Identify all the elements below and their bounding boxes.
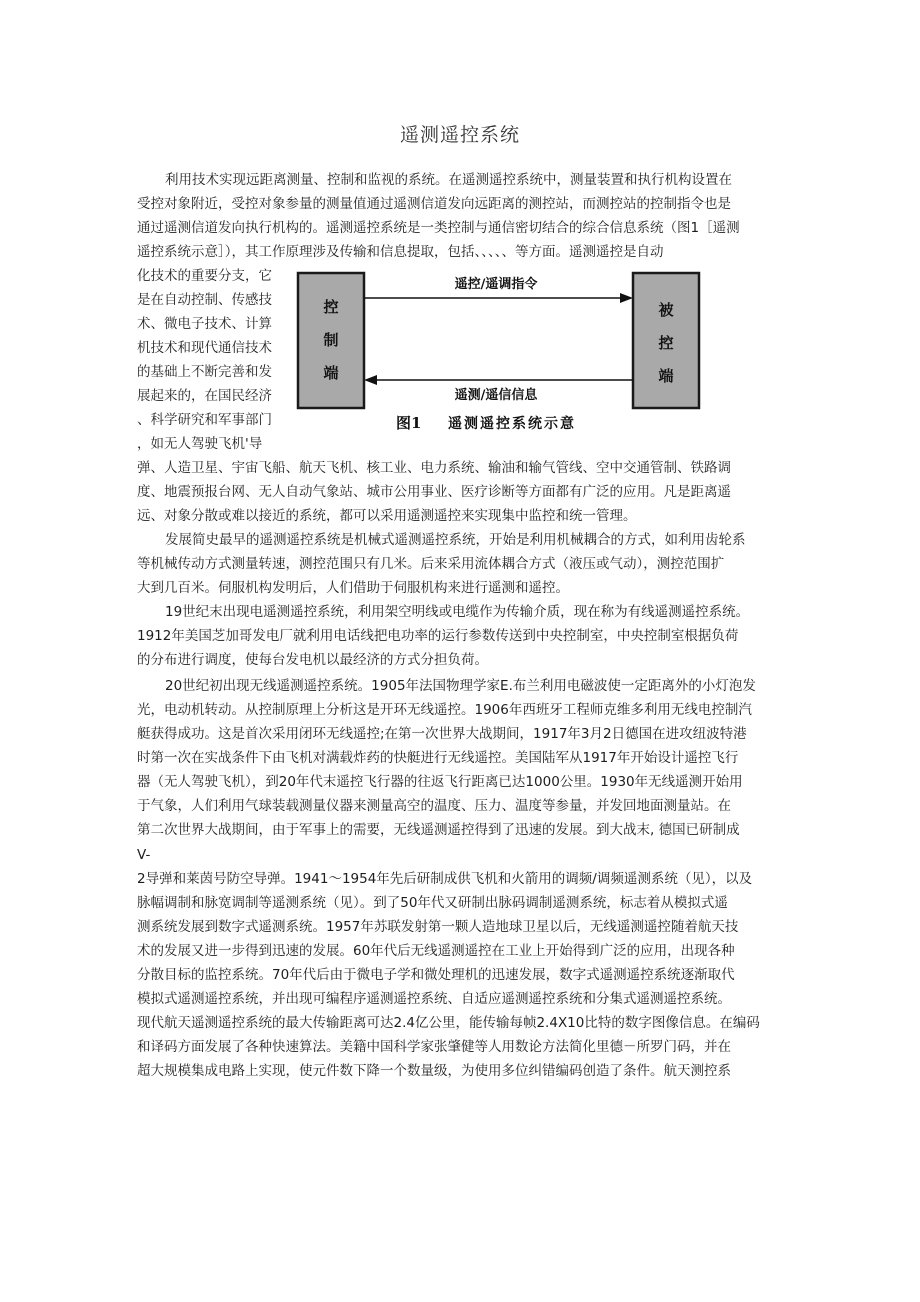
text-line: 于气象，人们利用气球装载测量仪器来测量高空的温度、压力、温度等参量，并发回地面测量站。在 — [137, 798, 731, 814]
text-line: 等机械传动方式测量转速，测控范围只有几米。后来采用流体耦合方式（液压或气动），测控范围扩 — [137, 556, 725, 572]
figure-caption-text: 遥测遥控系统示意 — [448, 416, 576, 432]
text-line: 是在自动控制、传感技 — [137, 292, 272, 308]
document-title: 遥测遥控系统 — [399, 124, 520, 146]
figure-1-diagram — [296, 268, 706, 438]
text-line: 超大规模集成电路上实现，使元件数下降一个数量级，为使用多位纠错编码创造了条件。航天测控系 — [137, 1063, 731, 1079]
text-line — [137, 1083, 787, 1107]
text-line: 20世纪初出现无线遥测遥控系统。1905年法国物理学家E.布兰利用电磁波使一定距离外的小灯泡发 — [165, 678, 756, 694]
controlled-end-char: 控 — [658, 334, 674, 352]
text-line: 时第一次在实战条件下由飞机对满载炸药的快艇进行无线遥控。美国陆军从1917年开始设计遥控飞行 — [137, 750, 739, 766]
figure-caption-number: 图1 — [396, 414, 422, 432]
text-line: 的分布进行调度，使每台发电机以最经济的方式分担负荷。 — [137, 652, 488, 668]
text-line: 遥控系统示意］），其工作原理涉及传输和信息提取，包括、、、、、等方面。遥测遥控是自动 — [137, 244, 664, 260]
controlled-end-char: 被 — [658, 301, 674, 319]
control-end-char: 制 — [323, 331, 339, 349]
text-line: 光，电动机转动。从控制原理上分析这是开环无线遥控。1906年西班牙工程师克维多利用无线电控制汽 — [137, 702, 752, 718]
text-line: 1912年美国芝加哥发电厂就利用电话线把电功率的运行参数传送到中央控制室，中央控制室根据负荷 — [137, 628, 739, 644]
text-line: V- — [137, 847, 151, 863]
text-line: 远、对象分散或难以接近的系统，都可以采用遥测遥控来实现集中监控和统一管理。 — [137, 508, 637, 524]
text-line: 和译码方面发展了各种快速算法。美籍中国科学家张肇健等人用数论方法简化里德－所罗门码，并在 — [137, 1039, 731, 1055]
text-line: 化技术的重要分支，它 — [137, 268, 272, 284]
telemetry-diagram-svg — [296, 268, 706, 438]
text-line: 利用技术实现远距离测量、控制和监视的系统。在遥测遥控系统中，测量装置和执行机构设置在 — [165, 172, 732, 188]
text-line: 受控对象附近，受控对象参量的测量值通过遥测信道发向远距离的测控站，而测控站的控制指令也是 — [137, 196, 731, 212]
text-line: 模拟式遥测遥控系统，并出现可编程序遥测遥控系统、自适应遥测遥控系统和分集式遥测遥控系统。 — [137, 991, 731, 1007]
text-line: 现代航天遥测遥控系统的最大传输距离可达2.4亿公里，能传输每帧2.4X10比特的数字图像信息。在编码 — [137, 1015, 760, 1031]
text-line: 机技术和现代通信技术 — [137, 340, 272, 356]
text-line: ，如无人驾驶飞机'导 — [137, 436, 263, 452]
text-line: 通过遥测信道发向执行机构的。遥测遥控系统是一类控制与通信密切结合的综合信息系统（图1［遥测 — [137, 220, 740, 236]
text-line: 分散目标的监控系统。70年代后由于微电子学和微处理机的迅速发展，数字式遥测遥控系统逐渐取代 — [137, 967, 735, 983]
text-line: 、科学研究和军事部门 — [137, 412, 272, 428]
text-line: 展起来的，在国民经济 — [137, 388, 272, 404]
text-line: 术、微电子技术、计算 — [137, 316, 272, 332]
text-line: 发展简史最早的遥测遥控系统是机械式遥测遥控系统，开始是利用机械耦合的方式，如利用齿轮系 — [165, 532, 746, 548]
text-line: 测系统发展到数字式遥测系统。1957年苏联发射第一颗人造地球卫星以后，无线遥测遥控随着航天技 — [137, 919, 739, 935]
control-end-char: 控 — [323, 298, 339, 316]
text-line: 大到几百米。伺服机构发明后，人们借助于伺服机构来进行遥测和遥控。 — [137, 580, 569, 596]
text-line: 度、地震预报台网、无人自动气象站、城市公用事业、医疗诊断等方面都有广泛的应用。凡是距离遥 — [137, 484, 731, 500]
text-line: 第二次世界大战期间，由于军事上的需要，无线遥测遥控得到了迅速的发展。到大战末, 德国已研制成 — [137, 822, 740, 838]
control-end-char: 端 — [323, 364, 339, 382]
command-arrow-label: 遥控/遥调指令 — [454, 277, 538, 292]
telemetry-arrow-label: 遥测/遥信信息 — [454, 388, 538, 403]
text-line: 弹、人造卫星、宇宙飞船、航天飞机、核工业、电力系统、输油和输气管线、空中交通管制、铁路调 — [137, 460, 731, 476]
text-line: 2导弹和莱茵号防空导弹。1941～1954年先后研制成供飞机和火箭用的调频/调频遥测系统（见），以及 — [137, 871, 753, 887]
text-line: 脉幅调制和脉宽调制等遥测系统（见）。到了50年代又研制出脉码调制遥测系统，标志着从模拟式遥 — [137, 895, 728, 911]
text-line: 器（无人驾驶飞机），到20年代末遥控飞行器的往返飞行距离已达1000公里。1930年无线遥测开始用 — [137, 774, 743, 790]
command-arrowhead-icon — [620, 293, 633, 303]
text-line: 术的发展又进一步得到迅速的发展。60年代后无线遥测遥控在工业上开始得到广泛的应用，出现各种 — [137, 943, 735, 959]
telemetry-arrowhead-icon — [364, 375, 377, 385]
controlled-end-char: 端 — [658, 367, 674, 385]
text-line: 的基础上不断完善和发 — [137, 364, 272, 380]
text-line: 19世纪末出现电遥测遥控系统，利用架空明线或电缆作为传输介质，现在称为有线遥测遥控系统。 — [165, 604, 750, 620]
text-line: 艇获得成功。这是首次采用闭环无线遥控;在第一次世界大战期间，1917年3月2日德国在进攻纽波特港 — [137, 726, 747, 742]
